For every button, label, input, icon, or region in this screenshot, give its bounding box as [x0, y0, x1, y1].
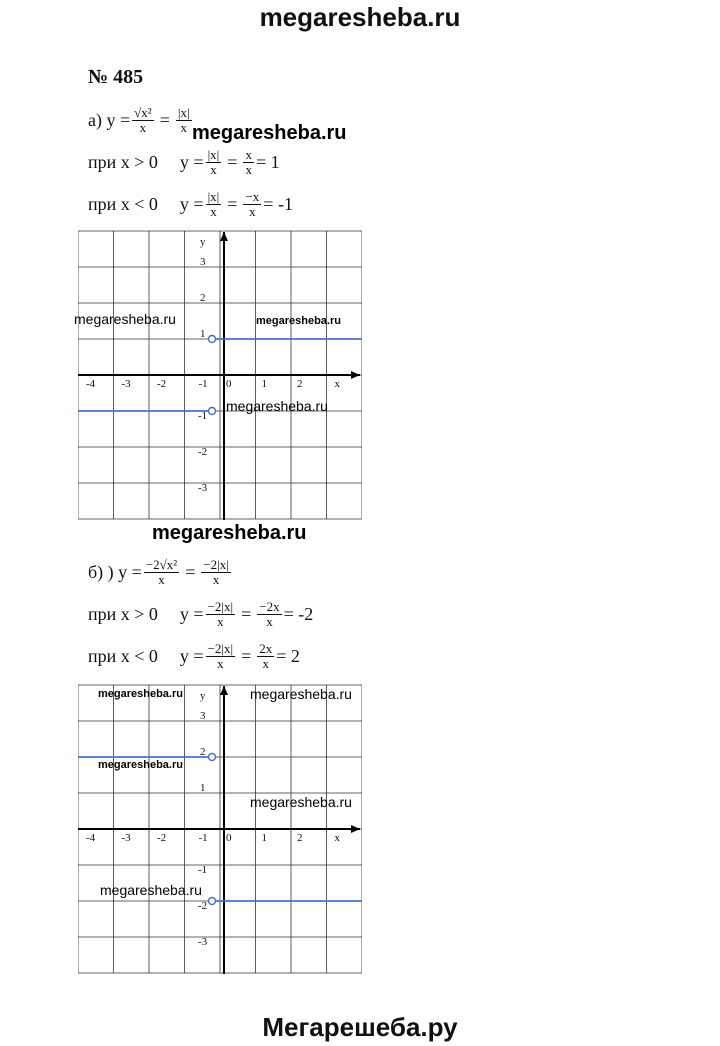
y-tick-label: -2 — [198, 446, 208, 458]
watermark: megaresheba.ru — [256, 315, 341, 327]
site-footer: Мегарешеба.ру — [262, 1012, 458, 1042]
watermark: megaresheba.ru — [152, 522, 307, 544]
y-tick-label: 3 — [200, 256, 206, 268]
watermark: megaresheba.ru — [250, 686, 352, 702]
x-tick-label: 1 — [261, 832, 267, 844]
y-tick-label: -3 — [198, 482, 208, 494]
open-point — [209, 898, 216, 905]
x-tick-label: 2 — [297, 832, 303, 844]
part-a-positive-case: при x > 0 y = $\frac{|x|}{x}$ = $\frac{x}{x}$ = 1 — [88, 147, 280, 177]
task-number: № 485 — [88, 66, 144, 88]
y-axis-label: y — [200, 236, 206, 248]
open-point — [209, 336, 216, 343]
open-point — [209, 408, 216, 415]
fraction: $\frac{|x|}{x}$ — [177, 105, 190, 135]
y-tick-label: -2 — [198, 900, 208, 912]
y-axis-label: y — [200, 690, 206, 702]
part-a-lead: а) y = — [88, 110, 131, 130]
part-b-negative-case: при x < 0 y = $\frac{-2|x|}{x}$ = $\frac{2x}{x}$ = 2 — [88, 641, 300, 671]
watermark: megaresheba.ru — [192, 122, 347, 144]
part-b-formula: б) ) y = $\frac{\text{−2√x²}}{x}$ = $\frac{-2|x|}{x}$ — [88, 557, 229, 587]
fraction: $\frac{-2x}{x}$ — [259, 599, 280, 629]
x-tick-label: -4 — [86, 832, 96, 844]
part-a-negative-case: при x < 0 y = $\frac{|x|}{x}$ = $\frac{-x}{x}$ = -1 — [88, 189, 293, 219]
fraction: $\frac{-2|x|}{x}$ — [203, 557, 229, 587]
x-tick-label: -1 — [198, 378, 208, 390]
fraction: $\frac{-2|x|}{x}$ — [207, 641, 234, 671]
part-a-formula: а) y = $\frac{\text{√x²}}{x}$ = $\frac{|x|}{x}$ — [88, 105, 190, 135]
y-tick-label: -1 — [198, 864, 208, 876]
x-axis-label: x — [334, 832, 340, 844]
fraction: $\frac{x}{x}$ — [245, 147, 252, 177]
x-tick-label: 0 — [226, 378, 232, 390]
y-tick-label: 2 — [200, 746, 206, 758]
graph-a — [78, 230, 362, 520]
y-tick-label: -1 — [198, 410, 208, 422]
site-header: megaresheba.ru — [259, 2, 461, 32]
fraction: $\frac{|x|}{x}$ — [207, 189, 220, 219]
x-axis-label: x — [334, 378, 340, 390]
x-tick-label: 2 — [297, 378, 303, 390]
y-tick-label: 1 — [200, 328, 206, 340]
watermark: megaresheba.ru — [74, 311, 176, 327]
y-axis-arrow — [220, 686, 228, 695]
fraction: $\frac{-x}{x}$ — [245, 189, 260, 219]
part-b-lead: б) ) y = — [88, 562, 142, 582]
graph-b — [78, 684, 362, 974]
x-tick-label: -2 — [157, 378, 167, 390]
fraction: $\frac{-2|x|}{x}$ — [207, 599, 234, 629]
y-axis-arrow — [220, 232, 228, 241]
fraction: $\frac{|x|}{x}$ — [207, 147, 220, 177]
fraction: $\frac{\text{−2√x²}}{x}$ — [145, 557, 178, 587]
x-tick-label: -1 — [198, 832, 208, 844]
x-tick-label: -3 — [121, 832, 131, 844]
y-tick-label: -3 — [198, 936, 208, 948]
open-point — [209, 754, 216, 761]
watermark: megaresheba.ru — [226, 398, 328, 414]
y-tick-label: 3 — [200, 710, 206, 722]
part-b-positive-case: при x > 0 y = $\frac{-2|x|}{x}$ = $\frac{-2x}{x}$ = -2 — [88, 599, 314, 629]
watermark: megaresheba.ru — [250, 794, 352, 810]
x-axis-arrow — [351, 371, 360, 379]
fraction: $\frac{2x}{x}$ — [259, 641, 273, 671]
watermark: megaresheba.ru — [98, 759, 183, 771]
fraction: $\frac{\text{√x²}}{x}$ — [134, 105, 152, 135]
watermark: megaresheba.ru — [98, 688, 183, 700]
x-tick-label: 0 — [226, 832, 232, 844]
y-tick-label: 2 — [200, 292, 206, 304]
watermark: megaresheba.ru — [100, 882, 202, 898]
x-axis-arrow — [351, 825, 360, 833]
x-tick-label: -4 — [86, 378, 96, 390]
y-tick-label: 1 — [200, 782, 206, 794]
x-tick-label: -3 — [121, 378, 131, 390]
x-tick-label: -2 — [157, 832, 167, 844]
x-tick-label: 1 — [261, 378, 267, 390]
